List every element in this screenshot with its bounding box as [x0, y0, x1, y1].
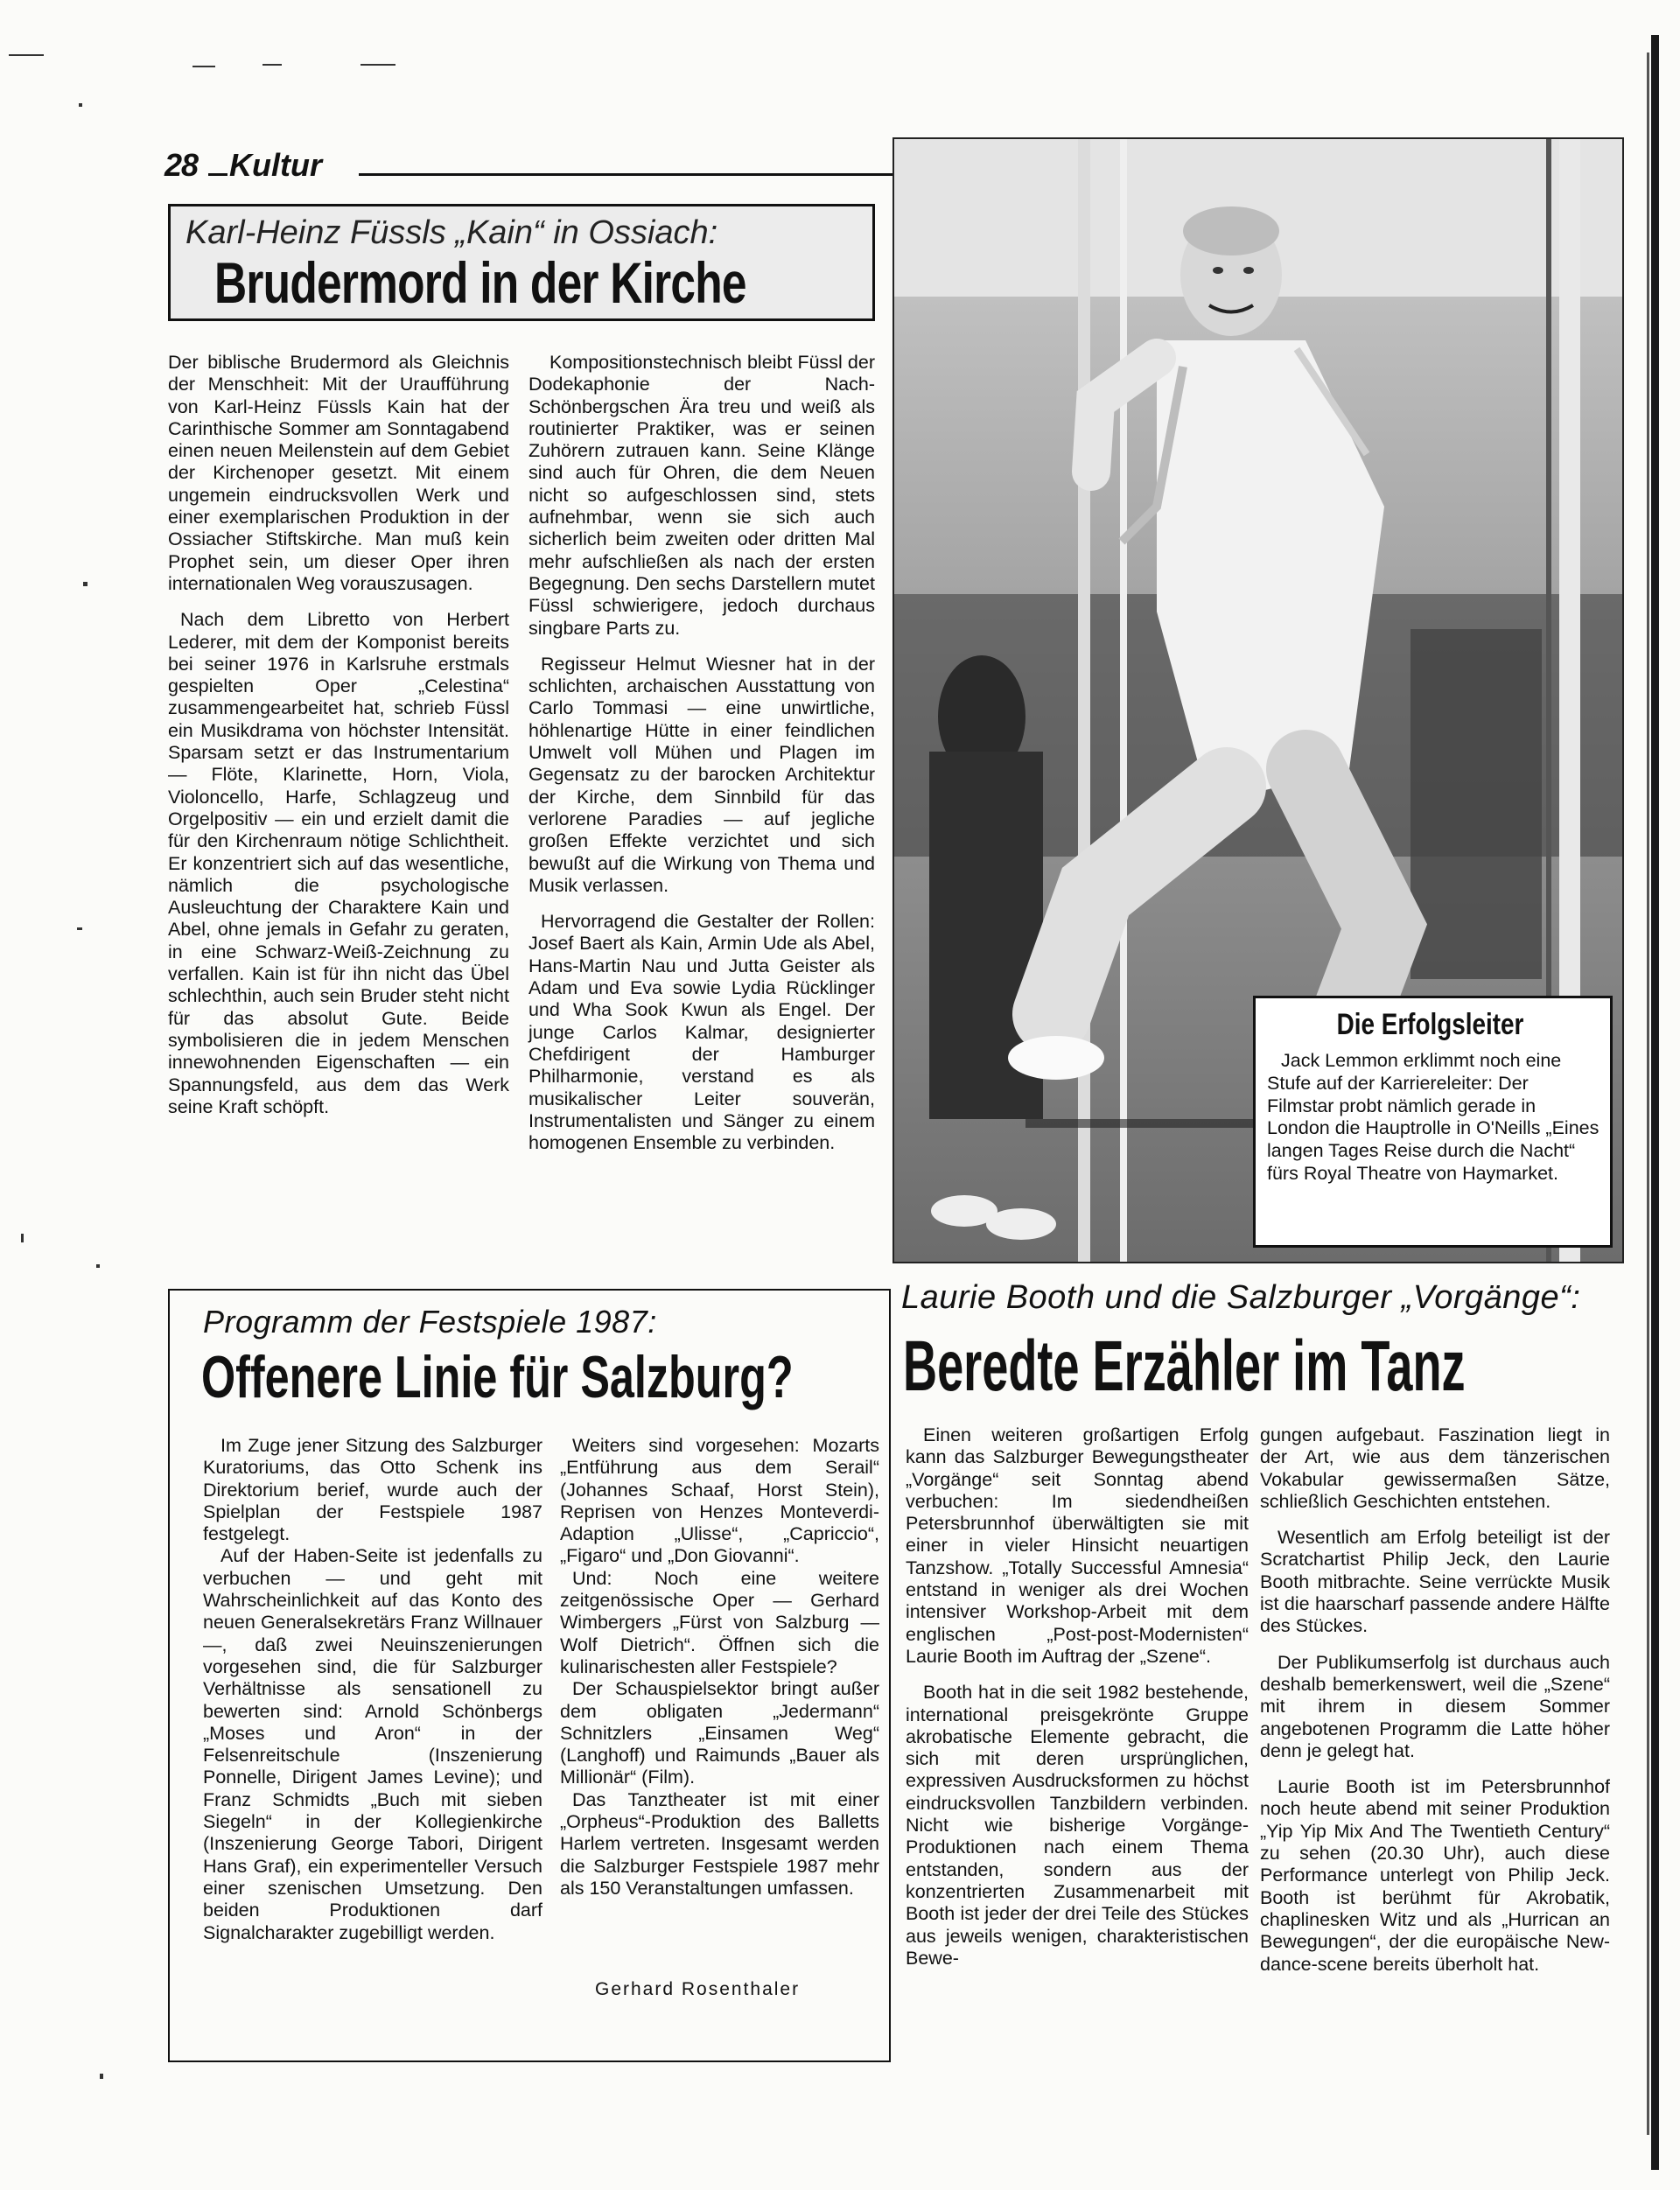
article1-column-2: [528, 352, 875, 1168]
article2-headline: Offenere Linie für Salzburg?: [201, 1344, 794, 1410]
header-rule: [359, 173, 899, 176]
article3-paragraph: Einen weiteren großartigen Erfolg kann das Salzburger Bewegungstheater „Vorgänge“ seit Sonntag abend verbuchen: Im siedendheißen Petersbrunnhof überwältigten sie mit einer in vieler Hinsicht neuartigen Tanzshow. „Totally Successful Amnesia“ entstand in weniger als drei Wochen intensiver Workshop-Arbeit mit dem englischen „Post-post-Modernisten“ Laurie Booth im Auftrag der „Szene“.: [906, 1424, 1249, 1667]
header-rule-short: [208, 173, 228, 176]
scan-margin-bar: [1651, 35, 1659, 2170]
article3-kicker: Laurie Booth und die Salzburger „Vorgänge“:: [901, 1279, 1581, 1316]
article2-paragraph: Weiters sind vorgesehen: Mozarts „Entführung aus dem Serail“ (Johannes Schaaf, Horst Stein), Reprisen von Henzes Monteverdi-Adaption „Ulisse“, „Capriccio“, „Figaro“ und „Don Giovanni“.: [560, 1435, 879, 1567]
article3-column-2: [1260, 1424, 1610, 1990]
article1-kicker: Karl-Heinz Füssls „Kain“ in Ossiach:: [186, 214, 718, 251]
article1-paragraph: Nach dem Libretto von Herbert Lederer, mit dem der Komponist bereits bei seiner 1976 in Karlsruhe erstmals gespielten Oper „Celestina“ zusammengearbeitet hat, schrieb Füssl ein Musikdrama von höchster Intensität. Sparsam setzt er das Instrumentarium — Flöte, Klarinette, Horn, Viola, Violoncello, Harfe, Schlagzeug und Orgelpositiv — ein und erzielt damit die für den Kirchenraum nötige Schlichtheit. Er konzentriert sich auf das wesentliche, nämlich die psychologische Ausleuchtung der Charaktere Kain und Abel, ohne jemals in Gefahr zu geraten, in eine Schwarz-Weiß-Zeichnung zu verfallen. Kain ist für ihn nicht das Übel schlechthin, auch sein Bruder steht nicht für das absolut Gute. Beide symbolisieren die in jedem Menschen innewohnenden Eigenschaften — ein Spannungsfeld, aus dem das Werk seine Kraft schöpft.: [168, 609, 509, 1117]
article2-paragraph: Auf der Haben-Seite ist jedenfalls zu verbuchen — und geht mit Wahrscheinlichkeit auf das Konto des neuen Generalsekretärs Franz Willnauer —, daß zwei Neuinszenierungen vorgesehen sind, die für Salzburger Verhältnisse als sensationell zu bewerten sind: Arnold Schönbergs „Moses und Aron“ in der Felsenreitschule (Inszenierung Ponnelle, Dirigent James Levine); und Franz Schmidts „Buch mit sieben Siegeln“ in der Kollegienkirche (Inszenierung George Tabori, Dirigent Hans Graf), ein experimenteller Versuch einer szenischen Umsetzung. Den beiden Produktionen darf Signalcharakter zugebilligt werden.: [203, 1545, 542, 1943]
article3-paragraph: Der Publikumserfolg ist durchaus auch deshalb bemerkenswert, weil die „Szene“ mit ihrem in diesem Sommer angebotenen Programm die Latte höher denn je gelegt hat.: [1260, 1651, 1610, 1761]
article2-kicker: Programm der Festspiele 1987:: [203, 1304, 657, 1340]
article3-paragraph: gungen aufgebaut. Faszination liegt in der Art, wie aus dem tänzerischen Vokabular gewissermaßen Sätze, schließlich Geschichten entstehen.: [1260, 1424, 1610, 1512]
article1-column-1: [168, 352, 509, 1132]
article1-paragraph: Kompositionstechnisch bleibt Füssl der Dodekaphonie der Nach-Schönbergschen Ära treu und weiß als routinierter Praktiker, was er seinen Zuhörern zutrauen kann. Seine Klänge sind auch für Ohren, die dem Neuen nicht so aufgeschlossen sind, stets aufnehmbar, wenn sie sich auch sicherlich beim zweiten oder dritten Mal mehr aufschließen als nach der ersten Begegnung. Den sechs Darstellern mutet Füssl schwierigere, jedoch durchaus singbare Parts zu.: [528, 352, 875, 639]
photo-caption-title: Die Erfolgsleiter: [1336, 1008, 1524, 1041]
article2-paragraph: Das Tanztheater ist mit einer „Orpheus“-Produktion des Balletts Harlem vertreten. Insgesamt werden die Salzburger Festspiele 1987 mehr als 150 Veranstaltungen umfassen.: [560, 1788, 879, 1899]
scan-margin-line: [1647, 52, 1649, 2135]
article2-column-2: [560, 1435, 879, 1914]
article2-author: Gerhard Rosenthaler: [595, 1979, 801, 1999]
photo-caption-text: Jack Lemmon erklimmt noch eine Stufe auf der Karriereleiter: Der Filmstar probt nämlich gerade in London die Hauptrolle in O'Neills „Eines langen Tages Reise durch die Nacht“ fürs Royal Theatre von Haymarket.: [1267, 1050, 1600, 1184]
article3-headline: Beredte Erzähler im Tanz: [903, 1326, 1466, 1406]
article1-paragraph: Hervorragend die Gestalter der Rollen: Josef Baert als Kain, Armin Ude als Abel, Hans-Martin Nau und Jutta Geister als Adam und Eva sowie Lydia Rücklinger und Wha Sook Kwun als Engel. Der junge Carlos Kalmar, designierter Chefdirigent der Hamburger Philharmonie, verstand es als musikalischer Leiter souverän, Instrumentalisten und Sänger zu einem homogenen Ensemble zu verbinden.: [528, 911, 875, 1154]
article3-column-1: [906, 1424, 1249, 1984]
article1-paragraph: Regisseur Helmut Wiesner hat in der schlichten, archaischen Ausstattung von Carlo Tommasi — eine unwirtliche, höhlenartige Hütte in einer feindlichen Umwelt voll Mühen und Plagen im Gegensatz zu der barocken Architektur der Kirche, dem Sinnbild für das verlorene Paradies — auf jegliche großen Effekte verzichtet und sich bewußt auf die Wirkung von Thema und Musik verlassen.: [528, 653, 875, 896]
article2-paragraph: Im Zuge jener Sitzung des Salzburger Kuratoriums, das Otto Schenk ins Direktorium berief, wurde auch der Spielplan der Festspiele 1987 festgelegt.: [203, 1435, 542, 1545]
article1-headline: Brudermord in der Kirche: [214, 250, 746, 315]
article3-paragraph: Laurie Booth ist im Petersbrunnhof noch heute abend mit seiner Produktion „Yip Yip Mix And The Twentieth Century“ zu sehen (20.30 Uhr), auch diese Performance unterlegt von Philip Jeck. Booth ist berühmt für Akrobatik, chaplinesken Witz und als „Hurrican an Bewegungen“, der die europäische New-dance-scene bereits überholt hat.: [1260, 1776, 1610, 1975]
article1-paragraph: Der biblische Brudermord als Gleichnis der Menschheit: Mit der Uraufführung von Karl-Heinz Füssls Kain hat der Carinthische Sommer am Sonntagabend einen neuen Meilenstein auf dem Gebiet der Kirchenoper gesetzt. Mit einem ungemein eindrucksvollen Werk und einer exemplarischen Produktion in der Ossiacher Stiftskirche. Man muß kein Prophet sein, um dieser Oper ihren internationalen Weg vorauszusagen.: [168, 352, 509, 594]
article2-paragraph: Der Schauspielsektor bringt außer dem obligaten „Jedermann“ Schnitzlers „Einsamen Weg“ (Langhoff) und Raimunds „Bauer als Millionär“ (Film).: [560, 1678, 879, 1788]
article2-column-1: [203, 1435, 542, 1958]
page-header: [164, 147, 198, 184]
article3-paragraph: Wesentlich am Erfolg beteiligt ist der Scratchartist Philip Jeck, den Laurie Booth mitbrachte. Seine verrückte Musik ist die haarscharf passende andere Hälfte des Stückes.: [1260, 1527, 1610, 1637]
article2-paragraph: Und: Noch eine weitere zeitgenössische Oper — Gerhard Wimbergers „Fürst von Salzburg — Wolf Dietrich“. Öffnen sich die kulinarischesten aller Festspiele?: [560, 1567, 879, 1677]
page-number: 28: [164, 147, 199, 183]
article3-paragraph: Booth hat in die seit 1982 bestehende, international preisgekrönte Gruppe akrobatische Elemente gebracht, die sich mit deren ursprünglichen, expressiven Ausdrucksformen zu höchst eindrucksvollen Tanzbildern verbinden. Nicht wie bisherige Vorgänge-Produktionen nach einem Thema entstanden, sondern aus der konzentrierten Zusammenarbeit mit Booth ist jeder der drei Teile des Stückes aus jeweils wenigen, charakteristischen Bewe-: [906, 1682, 1249, 1969]
section-name: Kultur: [229, 147, 322, 183]
